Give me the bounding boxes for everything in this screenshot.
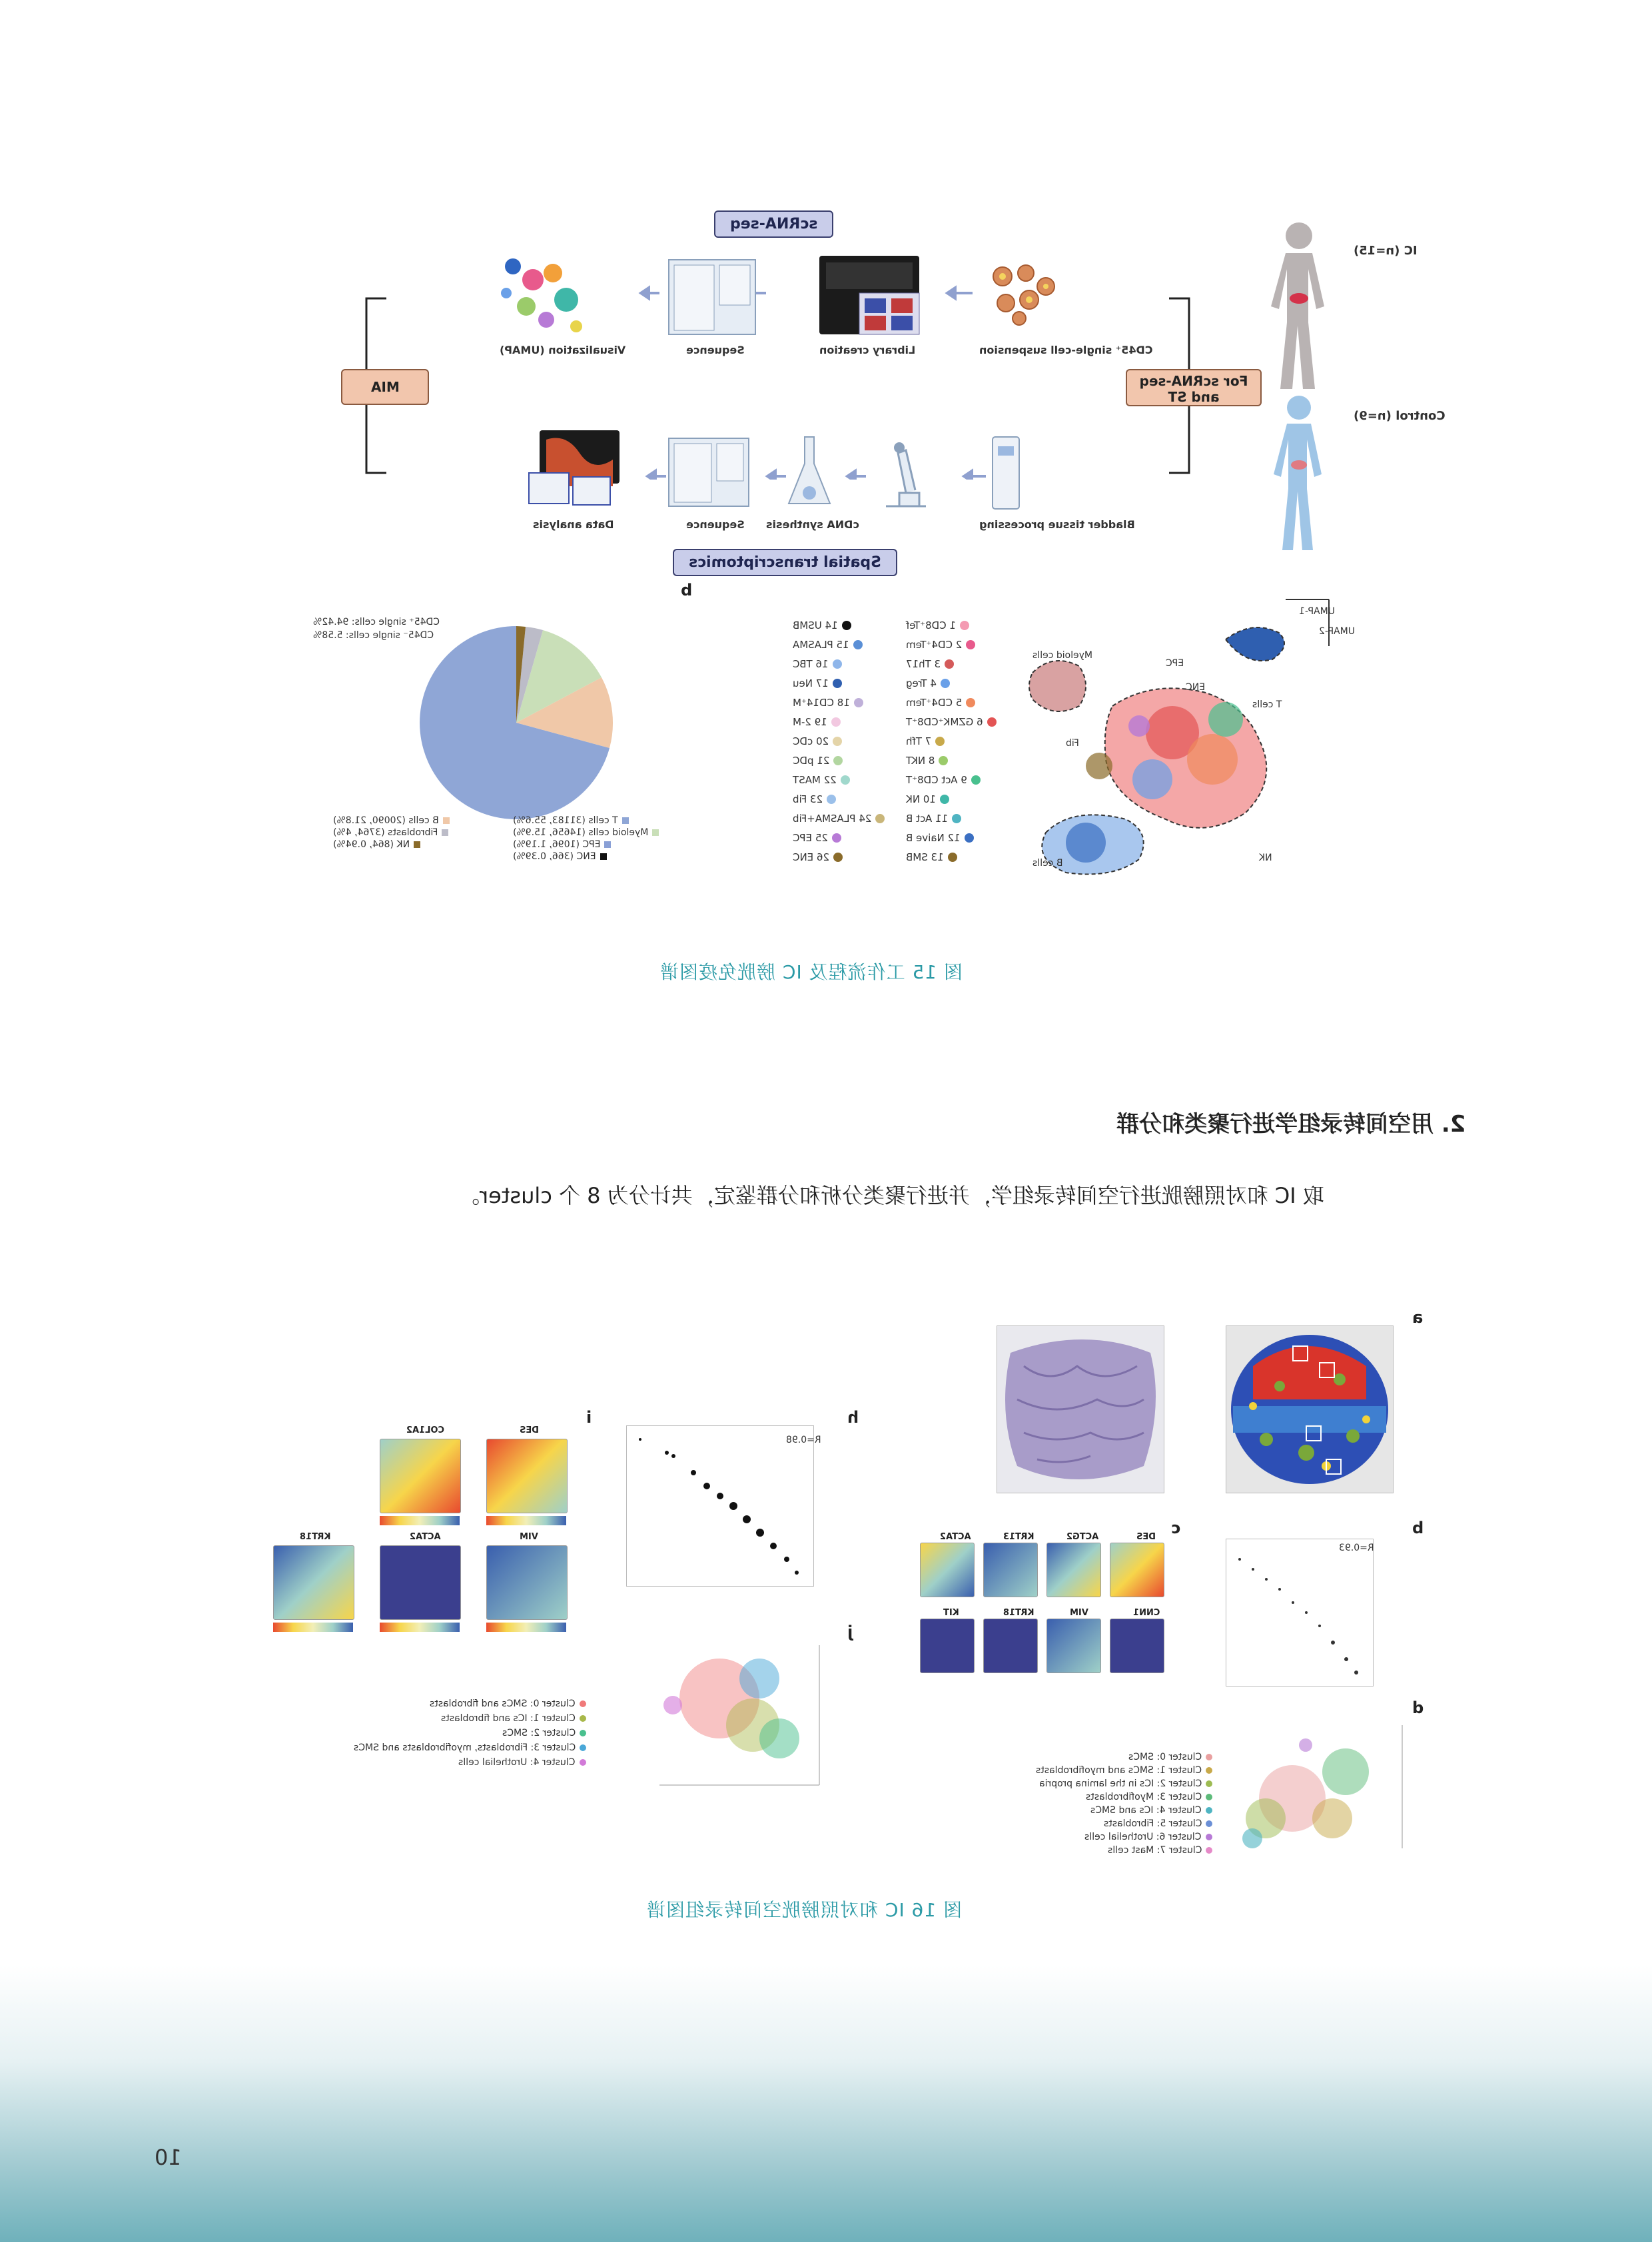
gene-label-actg2: ACTG2 — [1066, 1532, 1099, 1542]
gene-tile-krt13 — [983, 1543, 1038, 1597]
legend-swatch — [1206, 1767, 1212, 1774]
legend-swatch — [945, 659, 954, 669]
cluster-legend-text: 22 MAST — [793, 774, 837, 786]
legend-swatch — [831, 717, 841, 727]
pie-legend-text: ENC (366, 0.39%) — [513, 851, 596, 862]
cluster-legend-item — [793, 755, 843, 767]
cluster-legend-item — [793, 639, 863, 651]
r-value-b: R=0.93 — [1339, 1543, 1374, 1553]
legend-swatch — [580, 1744, 586, 1751]
legend-swatch — [580, 1715, 586, 1722]
pie-legend-text: Fibroblasts (3764, 4%) — [333, 827, 438, 838]
gene-tile-i-des — [486, 1439, 568, 1513]
gene-label-i-col1a2: COL1A2 — [406, 1425, 445, 1435]
pie-legend-text: B cells (20090, 21.8%) — [333, 815, 439, 826]
step-tissue: Bladder tissue processing — [979, 518, 1135, 531]
legend-swatch — [1206, 1847, 1212, 1854]
color-scale-i-acta2 — [380, 1623, 460, 1632]
pie-legend-item — [333, 839, 420, 850]
right-box-scrna-st — [1126, 369, 1262, 406]
legend-swatch — [832, 833, 841, 843]
legend-swatch — [960, 621, 969, 630]
cluster-legend-text: Cluster 0: SMCs and fibroblasts — [430, 1698, 576, 1709]
legend-swatch — [833, 737, 842, 746]
legend-swatch — [935, 737, 945, 746]
cluster-umap-d — [1226, 1718, 1406, 1852]
cluster-legend-text: 4 Treg — [906, 677, 937, 689]
cluster-legend-item — [793, 619, 851, 631]
cluster-legend-item — [1086, 1792, 1212, 1802]
cluster-legend-item — [906, 851, 957, 863]
umap-plot — [1006, 593, 1339, 886]
cluster-legend-j — [293, 1698, 586, 1785]
cluster-legend-text: 26 ENC — [793, 851, 830, 863]
cluster-legend-item — [793, 813, 885, 825]
legend-swatch — [1206, 1780, 1212, 1787]
cluster-legend-text: 9 Act CD8⁺T — [906, 774, 967, 786]
color-scale-i-vim — [486, 1623, 566, 1632]
gene-label-cnn1: CNN1 — [1133, 1608, 1160, 1618]
gene-tile-i-acta2 — [380, 1545, 461, 1620]
cluster-legend-text: Cluster 4: Urothelial cells — [458, 1757, 576, 1768]
pie-legend-text: Myeloid cells (14656, 15.9%) — [513, 827, 649, 838]
panel-h-letter: h — [847, 1408, 859, 1427]
step-data-analysis: Data analysis — [533, 518, 614, 531]
cluster-legend-item — [793, 851, 843, 863]
gene-label-kit: KIT — [943, 1608, 959, 1618]
gene-tile-krt18 — [983, 1619, 1038, 1673]
cluster-legend-item — [906, 735, 945, 747]
legend-swatch — [854, 698, 863, 707]
cluster-legend-text: 18 CD14⁺M — [793, 697, 850, 709]
legend-swatch — [987, 717, 997, 727]
step-suspension: CD45⁺ single-cell suspension — [979, 344, 1153, 356]
panel-c-letter: c — [1171, 1519, 1181, 1537]
cluster-legend-item — [906, 793, 949, 805]
umap-label-bcells: B cells — [1032, 858, 1063, 869]
legend-swatch — [853, 640, 863, 649]
figure-15 — [313, 200, 1446, 899]
gene-tile-des — [1110, 1543, 1164, 1597]
cluster-legend-item — [793, 735, 842, 747]
gene-expression-grid-c — [917, 1532, 1170, 1698]
color-scale-i-col1a2 — [380, 1516, 460, 1525]
cluster-legend-item — [906, 619, 969, 631]
umap-label-epc: EPC — [1166, 658, 1184, 669]
cluster-legend-item — [793, 677, 842, 689]
pie-legend-swatch — [652, 829, 659, 836]
pie-note-cd45-positive: CD45⁺ single cells: 94.42% — [313, 617, 440, 627]
spatial-cluster-map — [1226, 1325, 1394, 1493]
cluster-legend-item — [1104, 1818, 1212, 1829]
cluster-legend-item — [906, 813, 961, 825]
gene-label-acta2: ACTA2 — [940, 1532, 971, 1542]
cluster-legend-text: 24 PLASMA+Fib — [793, 813, 872, 825]
gene-expression-grid-i — [266, 1419, 573, 1639]
control-label: Control (n=9) — [1354, 409, 1446, 423]
cluster-legend-item — [906, 658, 954, 670]
step-sequence-bottom: Sequence — [686, 518, 745, 531]
step-visualization: Visualization (UMAP) — [500, 344, 626, 356]
cluster-legend-item — [906, 774, 981, 786]
legend-swatch — [965, 833, 974, 843]
gene-label-i-vim: VIM — [520, 1532, 538, 1542]
pie-legend-text: EPC (1096, 1.19%) — [513, 839, 601, 850]
cluster-legend-text: 5 CD4⁺Tem — [906, 697, 963, 709]
gene-tile-vim — [1046, 1619, 1101, 1673]
section-heading-text: 2. 用空间转录组学进行聚类和分群 — [1116, 1111, 1466, 1138]
pie-legend-item — [513, 827, 659, 838]
figure-15-caption — [659, 958, 963, 984]
figure-15-caption-text: 图 15 工作流程及 IC 膀胱免疫图谱 — [659, 961, 963, 983]
cluster-legend-text: 23 Fib — [793, 793, 823, 805]
umap-label-fib: Fib — [1066, 738, 1079, 749]
correlation-scatter-b — [1226, 1539, 1374, 1686]
legend-swatch — [1206, 1794, 1212, 1800]
pie-note-cd45-negative: CD45⁻ single cells: 5.58% — [313, 630, 434, 641]
umap-label-nk: NK — [1259, 853, 1272, 863]
cluster-legend-item — [441, 1713, 586, 1724]
cluster-legend-text: 19 2-M — [793, 716, 827, 728]
section-paragraph-text: 取 IC 和对照膀胱进行空间转录组学，并进行聚类分析和分群鉴定，共计分为 8 个 cluster。 — [458, 1183, 1324, 1208]
legend-swatch — [971, 775, 981, 785]
cluster-legend-text: 25 EPC — [793, 832, 828, 844]
cluster-legend-text: 16 TBC — [793, 658, 829, 670]
section-paragraph — [458, 1179, 1324, 1210]
color-scale-i-krt18 — [273, 1623, 353, 1632]
cluster-legend-d — [999, 1752, 1212, 1885]
cluster-legend-text: 3 Th17 — [906, 658, 941, 670]
scrna-seq-badge-label: scRNA-seq — [730, 216, 818, 232]
cluster-legend-item — [906, 697, 975, 709]
cluster-legend-item — [793, 716, 841, 728]
cluster-legend-item — [793, 774, 850, 786]
legend-swatch — [833, 756, 843, 765]
cluster-legend-text: 17 Neu — [793, 677, 829, 689]
cluster-legend-item — [1108, 1845, 1213, 1856]
panel-j-letter: j — [847, 1623, 853, 1641]
gene-label-vim: VIM — [1070, 1608, 1088, 1618]
umap-label-enc: ENC — [1186, 682, 1206, 693]
footer-gradient-band — [0, 1965, 1652, 2242]
legend-swatch — [580, 1759, 586, 1766]
cluster-legend-item — [906, 755, 948, 767]
cluster-legend-item — [502, 1728, 586, 1738]
cdna-flask-icon — [779, 433, 839, 513]
tissue-processing-icon — [979, 433, 1032, 513]
cluster-legend-item — [906, 639, 975, 651]
gene-label-krt18: KRT18 — [1003, 1608, 1034, 1618]
cluster-legend-text: Cluster 4: ICs and SMCs — [1090, 1805, 1202, 1816]
gene-tile-i-krt18 — [273, 1545, 354, 1620]
gene-label-krt13: KRT13 — [1003, 1532, 1034, 1542]
pie-legend-swatch — [622, 817, 629, 824]
panel-b16-letter: b — [1412, 1519, 1424, 1537]
legend-swatch — [952, 814, 961, 823]
gene-tile-i-vim — [486, 1545, 568, 1620]
mia-box-label: MIA — [370, 379, 400, 395]
mia-box — [341, 369, 429, 405]
cell-suspension-icon — [986, 260, 1059, 326]
cluster-legend-text: Cluster 6: Urothelial cells — [1084, 1832, 1202, 1842]
r-value-h: R=0.98 — [786, 1435, 821, 1445]
pie-legend-swatch — [600, 853, 607, 860]
cluster-legend-item — [1039, 1778, 1212, 1789]
cluster-legend-item — [793, 658, 842, 670]
pie-legend-swatch — [414, 841, 420, 848]
spatial-transcriptomics-badge — [673, 549, 897, 576]
cluster-legend-item — [793, 697, 863, 709]
umap-label-myeloid: Myeloid cells — [1032, 650, 1093, 661]
microscope-icon — [866, 433, 939, 513]
cluster-legend-text: Cluster 2: ICs in the lamina propria — [1038, 1778, 1202, 1789]
cluster-legend-text: 7 Tfh — [906, 735, 932, 747]
umap-y-axis-label: UMAP-2 — [1319, 626, 1355, 637]
pie-legend-item — [513, 851, 607, 862]
pie-legend-swatch — [443, 817, 450, 824]
gene-label-i-des: DES — [520, 1425, 540, 1435]
cluster-legend-item — [1036, 1765, 1212, 1776]
cluster-legend-text: 1 CD8⁺Tef — [906, 619, 956, 631]
ic-label: IC (n=15) — [1354, 244, 1418, 258]
cluster-legend-item — [906, 677, 950, 689]
cluster-legend-text: 12 Naive B — [906, 832, 961, 844]
pie-legend-item — [513, 815, 629, 826]
cluster-legend-text: 10 NK — [906, 793, 936, 805]
pie-legend-item — [513, 839, 611, 850]
cluster-legend-item — [1084, 1832, 1212, 1842]
cluster-legend-text: Cluster 5: Fibroblasts — [1103, 1818, 1202, 1829]
figure-16 — [266, 1306, 1439, 1892]
cluster-legend-item — [793, 793, 836, 805]
legend-swatch — [1206, 1820, 1212, 1827]
pie-legend-item — [333, 827, 448, 838]
cluster-legend-text: Cluster 0: SMCs — [1128, 1752, 1202, 1762]
legend-swatch — [833, 853, 843, 862]
cluster-legend-item — [458, 1757, 586, 1768]
legend-swatch — [948, 853, 957, 862]
figure-16-caption-text: 图 16 IC 和对照膀胱空间转录组图谱 — [646, 1899, 963, 1921]
legend-swatch — [1206, 1807, 1212, 1814]
legend-swatch — [1206, 1754, 1212, 1760]
gene-label-i-acta2: ACTA2 — [410, 1532, 441, 1542]
gene-tile-actg2 — [1046, 1543, 1101, 1597]
cluster-legend-text: 13 SMB — [906, 851, 944, 863]
legend-swatch — [827, 795, 836, 804]
section-heading — [1116, 1106, 1465, 1138]
gene-tile-kit — [920, 1619, 975, 1673]
cluster-legend-text: Cluster 1: SMCs and myofibroblasts — [1035, 1765, 1202, 1776]
cluster-legend-text: 11 Act B — [906, 813, 949, 825]
spatial-badge-label: Spatial transcriptomics — [689, 554, 881, 571]
cluster-legend-item — [430, 1698, 586, 1709]
pie-legend-text: NK (864, 0.94%) — [333, 839, 410, 850]
correlation-scatter-h — [626, 1425, 814, 1587]
panel-d-letter: d — [1412, 1698, 1424, 1717]
figure-16-caption — [646, 1896, 962, 1922]
right-box-label: For scRNA-seq and ST — [1139, 373, 1248, 405]
cluster-legend-text: 2 CD4⁺Tem — [906, 639, 963, 651]
cluster-legend-text: 14 USMB — [793, 619, 838, 631]
cluster-legend-item — [906, 832, 974, 844]
gene-tile-i-col1a2 — [380, 1439, 461, 1513]
pie-legend — [333, 815, 666, 882]
legend-swatch — [1206, 1834, 1212, 1840]
library-creation-icon — [813, 253, 933, 340]
pie-legend-swatch — [604, 841, 611, 848]
cluster-legend-text: Cluster 2: SMCs — [502, 1728, 576, 1738]
pie-legend-item — [333, 815, 450, 826]
gene-label-des: DES — [1136, 1532, 1156, 1542]
cluster-legend-text: Cluster 7: Mast cells — [1107, 1845, 1202, 1856]
page-number-text: 10 — [155, 2145, 182, 2170]
cluster-legend-text: Cluster 3: Myofibroblasts — [1085, 1792, 1202, 1802]
legend-swatch — [833, 659, 842, 669]
gene-tile-acta2 — [920, 1543, 975, 1597]
legend-swatch — [940, 795, 949, 804]
page-number — [155, 2145, 182, 2170]
step-library: Library creation — [819, 344, 916, 356]
legend-swatch — [580, 1730, 586, 1736]
gene-tile-cnn1 — [1110, 1619, 1164, 1673]
cluster-legend-text: 15 PLASMA — [793, 639, 849, 651]
cluster-legend-item — [1128, 1752, 1212, 1762]
umap-label-tcells: T cells — [1252, 699, 1282, 710]
pie-legend-text: T cells (31183, 55.6%) — [513, 815, 618, 826]
umap-thumbnail-icon — [486, 240, 593, 340]
panel-b-letter: b — [681, 581, 693, 599]
cluster-legend-item — [354, 1742, 586, 1753]
cluster-legend-text: 8 NKT — [906, 755, 935, 767]
cluster-legend-item — [1090, 1805, 1212, 1816]
legend-swatch — [580, 1700, 586, 1707]
cluster-legend-text: 6 GZMK⁺CD8⁺T — [906, 716, 983, 728]
cluster-legend-text: 21 pDC — [793, 755, 830, 767]
cluster-legend-text: Cluster 1: ICs and fibroblasts — [441, 1713, 576, 1724]
cluster-legend-item — [793, 832, 841, 844]
gene-label-i-krt18: KRT18 — [300, 1532, 331, 1542]
cluster-legend — [793, 619, 1006, 879]
legend-swatch — [833, 679, 842, 688]
legend-swatch — [842, 621, 851, 630]
panel-a-letter: a — [1412, 1308, 1424, 1327]
panel-i-letter: i — [586, 1408, 592, 1427]
legend-swatch — [966, 640, 975, 649]
umap-x-axis-label: UMAP-1 — [1299, 606, 1335, 617]
legend-swatch — [941, 679, 950, 688]
he-stain-image — [997, 1325, 1164, 1493]
legend-swatch — [841, 775, 850, 785]
sequencer-icon — [666, 257, 759, 337]
color-scale-i-des — [486, 1516, 566, 1525]
legend-swatch — [875, 814, 885, 823]
cluster-legend-text: 20 cDC — [793, 735, 829, 747]
cluster-legend-item — [906, 716, 997, 728]
legend-swatch — [966, 698, 975, 707]
step-sequence-top: Sequence — [686, 344, 745, 356]
data-analysis-icon — [526, 426, 626, 513]
pie-legend-swatch — [442, 829, 448, 836]
step-cdna: cDNA synthesis — [766, 518, 859, 531]
cluster-umap-j — [653, 1639, 826, 1792]
legend-swatch — [939, 756, 948, 765]
sequencer-bottom-icon — [666, 436, 753, 509]
cluster-legend-text: Cluster 3: Fibroblasts, myofibroblasts and SMCs — [353, 1742, 576, 1753]
